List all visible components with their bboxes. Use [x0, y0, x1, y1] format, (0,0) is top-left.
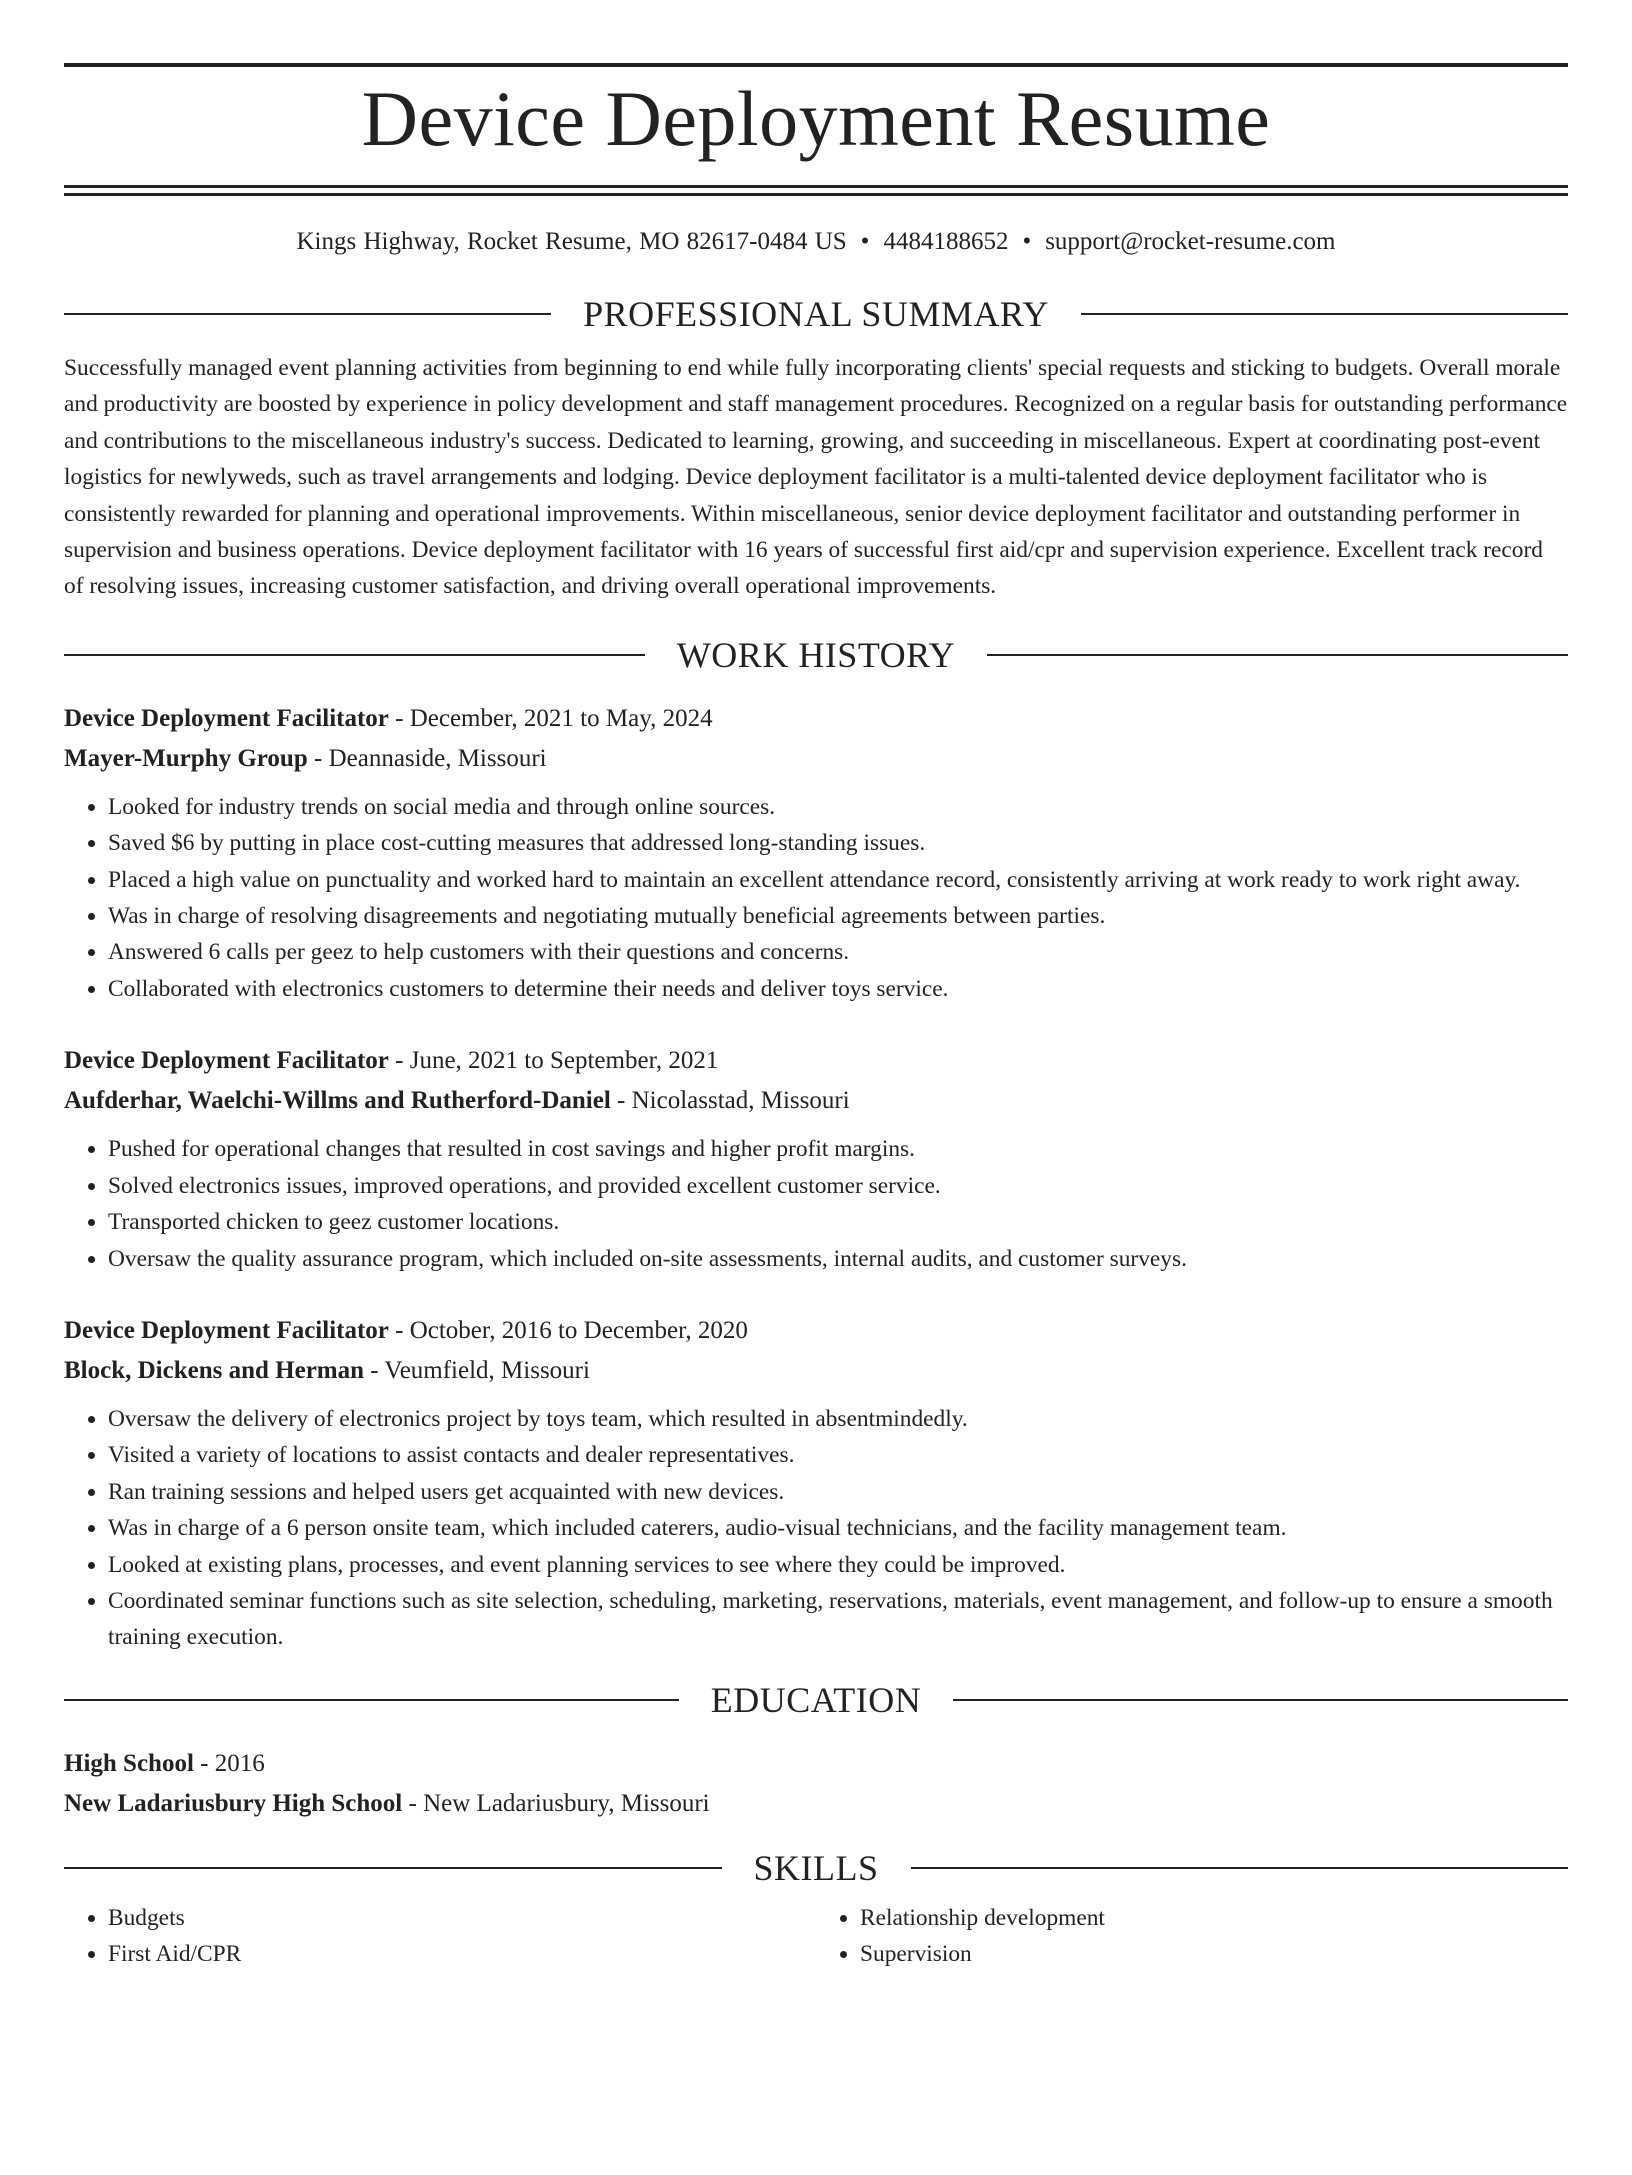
education-school: New Ladariusbury High School [64, 1789, 403, 1817]
contact-phone[interactable]: 4484188652 [883, 228, 1009, 255]
list-item: • Placed a high value on punctuality and worked hard to maintain an excellent attendance record, consistently arriving at work ready to work right away. [108, 862, 1568, 898]
list-item: • Was in charge of a 6 person onsite team, which included caterers, audio-visual technicians, and the facility management team. [108, 1510, 1568, 1546]
section-heading-work-history [64, 633, 1568, 677]
job-location: - Deannaside, Missouri [307, 744, 547, 772]
heading-rule [987, 654, 1568, 656]
list-item: • Was in charge of resolving disagreements and negotiating mutually beneficial agreements between parties. [108, 898, 1568, 934]
skills-list [64, 1900, 1568, 1973]
contact-line [64, 226, 1568, 258]
education-school-line [64, 1784, 1568, 1824]
top-rule [64, 63, 1568, 67]
heading-rule [953, 1699, 1568, 1701]
job-entry [64, 699, 1568, 1007]
list-item: • Oversaw the delivery of electronics project by toys team, which resulted in absentmindedly. [108, 1401, 1568, 1437]
section-heading-label: SKILLS [753, 1847, 879, 1888]
list-item: • Ran training sessions and helped users get acquainted with new devices. [108, 1474, 1568, 1510]
skills-column-right [816, 1900, 1568, 1973]
job-bullets [64, 1131, 1568, 1277]
job-employer-line [64, 1351, 1568, 1391]
list-item: • Budgets [108, 1900, 816, 1936]
job-dates: - October, 2016 to December, 2020 [388, 1316, 748, 1344]
list-item: • Looked for industry trends on social media and through online sources. [108, 789, 1568, 825]
job-title: Device Deployment Facilitator [64, 704, 389, 732]
job-bullets [64, 1401, 1568, 1656]
job-title-line [64, 1041, 1568, 1081]
section-heading-label: PROFESSIONAL SUMMARY [583, 294, 1049, 334]
job-title-line [64, 1311, 1568, 1351]
education-degree-line [64, 1744, 1568, 1784]
contact-address: Kings Highway, Rocket Resume, MO 82617-0484 US [296, 228, 847, 255]
job-employer: Block, Dickens and Herman [64, 1356, 365, 1384]
education-year: - 2016 [193, 1749, 265, 1777]
heading-rule [64, 1699, 679, 1701]
section-heading-label: WORK HISTORY [676, 634, 956, 675]
job-entry [64, 1041, 1568, 1277]
list-item: • Pushed for operational changes that resulted in cost savings and higher profit margins. [108, 1131, 1568, 1167]
skills-column-left [64, 1900, 816, 1973]
list-item: • Collaborated with electronics customers to determine their needs and deliver toys service. [108, 971, 1568, 1007]
job-entry [64, 1311, 1568, 1656]
job-employer-line [64, 739, 1568, 779]
heading-rule [1081, 313, 1568, 315]
heading-rule [64, 654, 645, 656]
contact-separator: • [1022, 228, 1032, 255]
job-dates: - June, 2021 to September, 2021 [388, 1047, 719, 1075]
job-location: - Veumfield, Missouri [364, 1356, 590, 1384]
job-title: Device Deployment Facilitator [64, 1047, 389, 1075]
job-location: - Nicolasstad, Missouri [610, 1087, 850, 1115]
job-title-line [64, 699, 1568, 739]
list-item: • Saved $6 by putting in place cost-cutting measures that addressed long-standing issues. [108, 825, 1568, 861]
resume-page [0, 63, 1632, 2175]
list-item: • Relationship development [860, 1900, 1568, 1936]
list-item: • Answered 6 calls per geez to help customers with their questions and concerns. [108, 934, 1568, 970]
section-heading-summary [64, 292, 1568, 336]
job-bullets [64, 789, 1568, 1007]
list-item: • Oversaw the quality assurance program, which included on-site assessments, internal audits, and customer surveys. [108, 1241, 1568, 1277]
education-location: - New Ladariusbury, Missouri [402, 1789, 710, 1817]
section-heading-label: EDUCATION [710, 1679, 922, 1720]
job-employer: Aufderhar, Waelchi-Willms and Rutherford-Daniel [64, 1087, 611, 1115]
heading-rule [64, 1867, 722, 1869]
job-dates: - December, 2021 to May, 2024 [388, 704, 713, 732]
heading-rule [911, 1867, 1569, 1869]
education-degree: High School [64, 1749, 194, 1777]
list-item: • Visited a variety of locations to assist contacts and dealer representatives. [108, 1437, 1568, 1473]
list-item: • Looked at existing plans, processes, and event planning services to see where they could be improved. [108, 1547, 1568, 1583]
list-item: • Solved electronics issues, improved operations, and provided excellent customer service. [108, 1168, 1568, 1204]
section-heading-education [64, 1678, 1568, 1722]
job-title: Device Deployment Facilitator [64, 1316, 389, 1344]
contact-separator: • [860, 228, 870, 255]
heading-rule [64, 313, 551, 315]
list-item: • Transported chicken to geez customer locations. [108, 1204, 1568, 1240]
job-employer: Mayer-Murphy Group [64, 744, 308, 772]
list-item: • First Aid/CPR [108, 1936, 816, 1972]
section-heading-skills [64, 1846, 1568, 1890]
job-employer-line [64, 1081, 1568, 1121]
summary-text: Successfully managed event planning activities from beginning to end while fully incorporating clients' special requests and sticking to budgets. Overall morale and productivity are boosted by experience in policy development and staff management procedures. Recognized on a regular basis for outstanding performance and contributions to the miscellaneous industry's success. Dedicated to learning, growing, and succeeding in miscellaneous. Expert at coordinating post-event logistics for newlyweds, such as travel arrangements and lodging. Device deployment facilitator is a multi-talented device deployment facilitator who is consistently rewarded for planning and operational improvements. Within miscellaneous, senior device deployment facilitator and outstanding performer in supervision and business operations. Device deployment facilitator with 16 years of successful first aid/cpr and supervision experience. Excellent track record of resolving issues, increasing customer satisfaction, and driving overall operational improvements. [64, 355, 1568, 600]
resume-title: Device Deployment Resume [361, 75, 1271, 162]
education-entry [64, 1744, 1568, 1824]
list-item: • Coordinated seminar functions such as site selection, scheduling, marketing, reservations, materials, event management, and follow-up to ensure a smooth training execution. [108, 1583, 1568, 1656]
title-double-rule [64, 185, 1568, 196]
list-item: • Supervision [860, 1936, 1568, 1972]
contact-email[interactable]: support@rocket-resume.com [1045, 228, 1336, 255]
